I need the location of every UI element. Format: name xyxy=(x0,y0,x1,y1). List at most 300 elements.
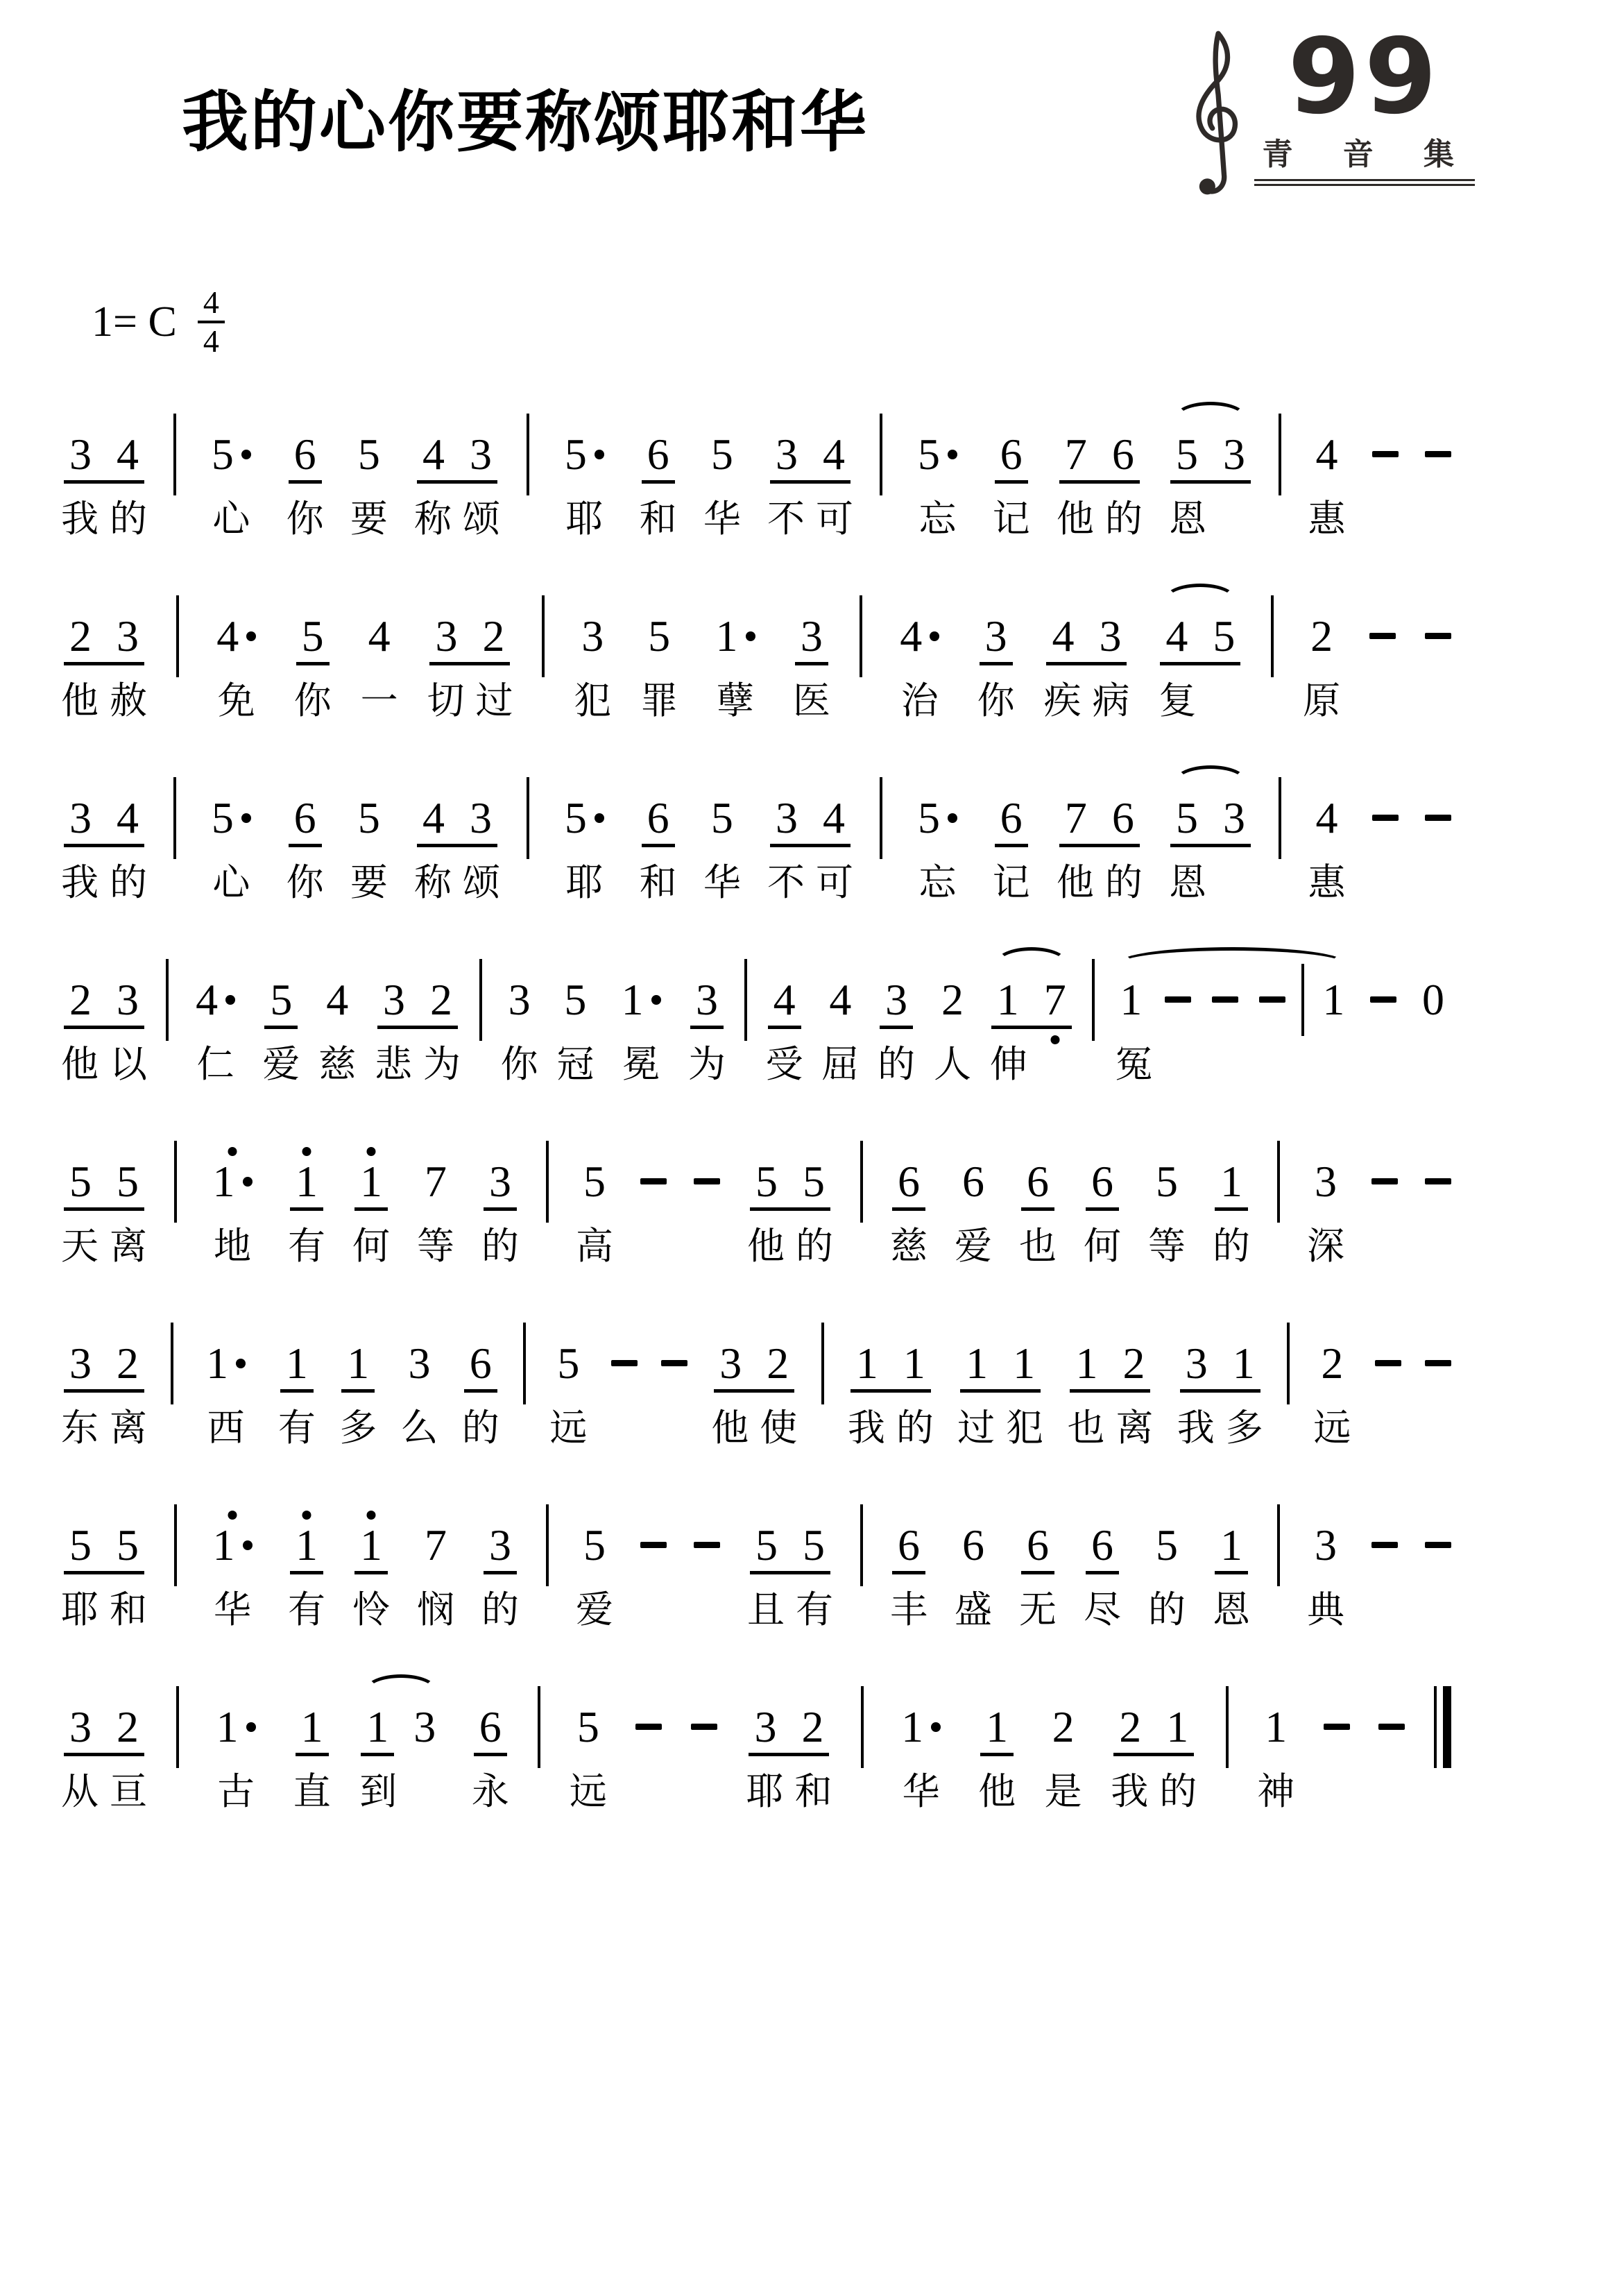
note-digit: 6 xyxy=(898,1520,920,1570)
note-group xyxy=(1308,1146,1344,1218)
note xyxy=(475,600,511,672)
note-digit: 5 xyxy=(755,1520,778,1570)
note xyxy=(769,782,805,854)
note xyxy=(891,600,948,672)
note-digit: 3 xyxy=(1099,611,1122,661)
note-digit: 5 xyxy=(583,1520,606,1570)
lyric-row xyxy=(640,679,678,725)
lyric-row xyxy=(61,1588,147,1634)
note-digit: 6 xyxy=(1091,1520,1113,1570)
note-digit: 5 xyxy=(1156,1520,1178,1570)
note-cell xyxy=(1257,1691,1294,1816)
note xyxy=(978,600,1014,672)
note xyxy=(287,782,323,854)
barline-cell xyxy=(171,1327,173,1404)
lyric-char: 的 xyxy=(1104,861,1143,903)
note-digit: 4 xyxy=(1315,429,1338,479)
note-group xyxy=(640,782,676,854)
note xyxy=(472,1691,508,1763)
note-digit: 4 xyxy=(117,429,139,479)
lyric-char: 他 xyxy=(1056,861,1094,903)
lyric-char: 有 xyxy=(288,1588,325,1631)
barline-cell xyxy=(173,782,176,859)
duration-dash-row xyxy=(640,1509,667,1581)
note xyxy=(641,600,677,672)
lyric-row xyxy=(350,861,388,907)
note xyxy=(1207,964,1243,1036)
note xyxy=(1112,1691,1148,1763)
note-digit: 3 xyxy=(581,611,604,661)
note-digit: 4 xyxy=(1052,611,1075,661)
note xyxy=(893,1691,950,1763)
note-digit: 4 xyxy=(117,792,139,842)
note-digit: 3 xyxy=(719,1338,742,1388)
note-cell xyxy=(955,1509,992,1634)
note-digit: 3 xyxy=(69,792,92,842)
note-cell xyxy=(1213,1509,1250,1634)
note-group xyxy=(1058,782,1141,854)
lyric-char: 治 xyxy=(900,679,939,722)
time-signature-denominator: 4 xyxy=(203,323,219,359)
note-group xyxy=(704,418,740,491)
note-digit: 2 xyxy=(482,611,505,661)
lyric-char: 丰 xyxy=(890,1588,928,1631)
lyric-char: 人 xyxy=(933,1043,971,1085)
duration-dash xyxy=(694,1542,720,1548)
note-group xyxy=(712,1327,796,1400)
note xyxy=(187,964,244,1036)
lyric-char: 的 xyxy=(1159,1770,1197,1812)
note-group xyxy=(574,600,610,672)
note-group xyxy=(550,1327,586,1400)
lyric-char: 耶 xyxy=(746,1770,784,1812)
note-digit: 1 xyxy=(296,1156,318,1206)
lyric-char: 他 xyxy=(978,1770,1016,1812)
note-cell xyxy=(1177,1327,1263,1452)
duration-dash-cell xyxy=(1425,1146,1451,1271)
note-cell xyxy=(375,964,461,1089)
note-digit: 3 xyxy=(382,974,405,1024)
note-cell xyxy=(1084,1509,1121,1634)
duration-dash xyxy=(1425,1178,1451,1184)
treble-clef-icon xyxy=(1188,29,1246,204)
lyric-row xyxy=(205,1588,260,1634)
duration-dash xyxy=(1165,996,1191,1003)
time-signature-numerator: 4 xyxy=(198,286,225,323)
note-group xyxy=(62,600,146,672)
barline xyxy=(174,1141,177,1223)
note-digit: 7 xyxy=(1064,792,1087,842)
lyric-char: 切 xyxy=(427,679,465,722)
note xyxy=(794,600,830,672)
note-cell xyxy=(890,1509,928,1634)
note-cell xyxy=(187,964,244,1089)
lyric-char: 远 xyxy=(1313,1407,1351,1449)
note-cell xyxy=(1159,600,1242,725)
note-digit: 5 xyxy=(576,1701,599,1751)
note-digit: 3 xyxy=(470,429,493,479)
note-cell xyxy=(993,418,1030,543)
lyric-char: 我 xyxy=(847,1407,885,1449)
duration-dash-row xyxy=(1378,1691,1405,1763)
note-digit: 3 xyxy=(489,1520,511,1570)
lyric-row xyxy=(375,1043,461,1089)
lyric-char: 华 xyxy=(703,498,741,540)
lyric-row xyxy=(278,1407,316,1452)
note-digit: 3 xyxy=(117,611,139,661)
lyric-char: 要 xyxy=(350,498,388,540)
note-digit: 6 xyxy=(1111,429,1134,479)
note-cell xyxy=(427,600,513,725)
lyric-char: 么 xyxy=(400,1407,438,1449)
lyric-char: 颂 xyxy=(463,861,501,903)
note xyxy=(576,1509,613,1581)
note-digit: 6 xyxy=(647,792,669,842)
note-cell xyxy=(1043,600,1129,725)
note xyxy=(289,1146,325,1218)
lyric-char: 罪 xyxy=(640,679,678,722)
note xyxy=(640,782,676,854)
note-cell xyxy=(1113,964,1351,1089)
lyric-char: 恩 xyxy=(1169,861,1207,903)
duration-dash xyxy=(1212,996,1238,1003)
lyric-char: 他 xyxy=(61,679,99,722)
note-group xyxy=(1112,1691,1195,1763)
note-cell xyxy=(287,418,324,543)
duration-dash-row xyxy=(1425,782,1451,854)
lyric-row xyxy=(208,1770,264,1816)
barline xyxy=(1271,595,1274,677)
note-digit: 3 xyxy=(1223,429,1246,479)
note-group xyxy=(463,1327,499,1400)
lyric-row xyxy=(1177,1407,1263,1452)
lyric-row xyxy=(955,1588,992,1634)
lyric-char: 的 xyxy=(878,1043,916,1085)
duration-dash xyxy=(1378,1724,1405,1730)
duration-dash xyxy=(691,1724,717,1730)
lyric-row xyxy=(766,1043,803,1089)
lyric-row xyxy=(909,861,965,907)
note-digit: 1 xyxy=(1013,1338,1036,1388)
augmentation-dot xyxy=(241,813,251,823)
note-group xyxy=(1149,1146,1185,1218)
music-line-1 xyxy=(61,418,1451,543)
duration-dash-cell xyxy=(1425,600,1451,725)
note xyxy=(1092,600,1128,672)
note-group xyxy=(207,1691,264,1763)
note-digit: 3 xyxy=(754,1701,777,1751)
note-group xyxy=(1308,418,1344,491)
barline-cell xyxy=(880,418,882,495)
lyric-row xyxy=(570,1770,607,1816)
lyric-char: 孽 xyxy=(717,679,755,722)
lyric-char: 一 xyxy=(360,679,398,722)
lyric-row xyxy=(703,861,741,907)
note xyxy=(351,782,387,854)
lyric-char: 冠 xyxy=(556,1043,595,1085)
logo-text-block xyxy=(1254,17,1475,186)
lyric-char: 为 xyxy=(422,1043,461,1085)
note-digit: 5 xyxy=(564,429,587,479)
note xyxy=(1105,782,1141,854)
note-group xyxy=(849,1327,932,1400)
note-digit: 4 xyxy=(422,429,445,479)
note-group xyxy=(351,418,387,491)
note-group xyxy=(361,600,398,672)
barline xyxy=(861,1686,864,1768)
note-group xyxy=(1045,600,1128,672)
duration-dash xyxy=(1375,1360,1401,1366)
note-digit: 1 xyxy=(901,1701,924,1751)
note-group xyxy=(704,782,740,854)
lyric-row xyxy=(1213,1588,1250,1634)
note-digit: 3 xyxy=(1223,792,1246,842)
note-group xyxy=(1308,1509,1344,1581)
lyric-row xyxy=(414,498,500,543)
logo-number: 99 xyxy=(1288,17,1442,137)
note-group xyxy=(376,964,459,1036)
note xyxy=(1304,600,1340,672)
note-cell xyxy=(934,964,971,1089)
note-group xyxy=(62,1691,146,1763)
lyric-row xyxy=(574,679,611,725)
note xyxy=(1206,600,1242,672)
lyric-row xyxy=(1084,1588,1121,1634)
note xyxy=(353,1509,389,1581)
note-digit: 4 xyxy=(326,974,349,1024)
note-cell xyxy=(204,1509,261,1634)
note xyxy=(878,964,914,1036)
note-cell xyxy=(1313,1327,1351,1452)
note-cell xyxy=(1019,1509,1057,1634)
barline-cell xyxy=(1287,1327,1290,1404)
note-group xyxy=(767,964,803,1036)
duration-dash-cell xyxy=(1425,418,1451,543)
note-cell xyxy=(688,964,726,1089)
note xyxy=(570,1691,606,1763)
note xyxy=(689,964,725,1036)
note xyxy=(1105,418,1141,491)
note xyxy=(1058,782,1094,854)
note-digit: 6 xyxy=(1027,1156,1049,1206)
note-digit: 1 xyxy=(1265,1701,1288,1751)
lyric-row xyxy=(793,679,830,725)
note xyxy=(1037,964,1073,1036)
lyric-char: 过 xyxy=(957,1407,995,1449)
publisher-logo xyxy=(1188,17,1475,204)
lyric-char: 何 xyxy=(1084,1225,1121,1267)
note xyxy=(62,1327,99,1400)
note xyxy=(428,600,464,672)
note-digit: 6 xyxy=(293,429,316,479)
lyric-char: 忘 xyxy=(918,498,957,540)
note-cell xyxy=(61,1327,147,1452)
note-cell xyxy=(640,600,678,725)
note-cell xyxy=(848,1327,934,1452)
lyric-row xyxy=(576,1225,613,1271)
note xyxy=(1308,1509,1344,1581)
note-digit: 6 xyxy=(1091,1156,1113,1206)
note-digit: 1 xyxy=(1220,1156,1242,1206)
lyric-row xyxy=(1169,861,1252,907)
note-digit: 1 xyxy=(296,1520,318,1570)
note xyxy=(407,1691,443,1763)
note-digit: 0 xyxy=(1421,974,1444,1024)
note-digit: 2 xyxy=(69,611,92,661)
note xyxy=(353,1146,389,1218)
note-cell xyxy=(287,782,324,907)
note-digit: 4 xyxy=(829,974,852,1024)
note-cell xyxy=(350,418,388,543)
note-digit: 5 xyxy=(69,1156,92,1206)
lyric-row xyxy=(462,1407,499,1452)
note-group xyxy=(428,600,511,672)
note-digit: 2 xyxy=(1119,1701,1142,1751)
lyric-char: 我 xyxy=(1177,1407,1215,1449)
note-group xyxy=(749,1146,832,1218)
duration-dash-row xyxy=(1425,1509,1451,1581)
note-group xyxy=(641,600,677,672)
note-digit: 1 xyxy=(1075,1338,1098,1388)
note-digit: 3 xyxy=(470,792,493,842)
note-digit: 5 xyxy=(557,1338,580,1388)
lyric-row xyxy=(955,1225,992,1271)
note-digit: 6 xyxy=(1111,792,1134,842)
lyric-row xyxy=(708,679,763,725)
note-cell xyxy=(359,1691,443,1816)
lyric-char: 和 xyxy=(794,1770,832,1812)
note-group xyxy=(353,1509,389,1581)
note-digit: 4 xyxy=(1165,611,1188,661)
note-cell xyxy=(1415,964,1451,1089)
note-group xyxy=(359,1691,443,1763)
note xyxy=(849,1327,885,1400)
lyric-char: 的 xyxy=(896,1407,934,1449)
duration-dash-cell xyxy=(1375,1327,1401,1452)
note-group xyxy=(934,964,971,1036)
note-digit: 2 xyxy=(69,974,92,1024)
lyric-char: 有 xyxy=(288,1225,325,1267)
lyric-char xyxy=(1416,1043,1451,1089)
note xyxy=(1159,1691,1195,1763)
lyric-char xyxy=(1038,1043,1073,1089)
lyric-char: 地 xyxy=(214,1225,251,1267)
note xyxy=(1254,964,1290,1036)
note-digit: 5 xyxy=(211,429,234,479)
duration-dash-row xyxy=(1425,1146,1451,1218)
note-cell xyxy=(703,782,741,907)
barline xyxy=(860,1504,863,1586)
note xyxy=(1116,1327,1152,1400)
note-group xyxy=(978,600,1014,672)
duration-dash xyxy=(1372,451,1399,457)
lyric-row xyxy=(1307,1588,1344,1634)
note-digit: 5 xyxy=(357,792,380,842)
duration-dash-row xyxy=(1371,1146,1398,1218)
note-digit: 1 xyxy=(1220,1520,1242,1570)
note xyxy=(993,782,1029,854)
lyric-row xyxy=(339,1407,377,1452)
lyric-char: 怜 xyxy=(352,1588,390,1631)
lyric-char: 心 xyxy=(212,861,250,903)
note-cell xyxy=(1057,418,1143,543)
lyric-row xyxy=(61,1043,147,1089)
note xyxy=(1113,964,1149,1036)
lyric-char: 犯 xyxy=(1006,1407,1044,1449)
note-group xyxy=(502,964,538,1036)
note-digit: 2 xyxy=(1122,1338,1145,1388)
augmentation-dot xyxy=(595,450,604,459)
lyric-char: 不 xyxy=(767,498,805,540)
barline-cell xyxy=(1279,418,1281,495)
lyric-row xyxy=(767,861,853,907)
note xyxy=(550,1327,586,1400)
octave-dot-high xyxy=(228,1147,237,1156)
lyric-row xyxy=(556,861,612,907)
lyric-char: 他 xyxy=(711,1407,749,1449)
lyric-char: 可 xyxy=(816,861,854,903)
duration-dash-cell xyxy=(640,1509,667,1634)
lyric-row xyxy=(205,1225,260,1271)
note-digit: 4 xyxy=(422,792,445,842)
note-digit: 6 xyxy=(293,792,316,842)
note-group xyxy=(959,1327,1042,1400)
note-digit: 7 xyxy=(1064,429,1087,479)
barline-cell xyxy=(860,1509,863,1586)
note-group xyxy=(1213,1509,1249,1581)
lyric-char: 古 xyxy=(217,1770,255,1812)
note-cell xyxy=(207,1691,264,1816)
duration-dash-row xyxy=(691,1691,717,1763)
note xyxy=(1058,418,1094,491)
lyric-char: 到 xyxy=(359,1770,398,1812)
note xyxy=(1159,600,1195,672)
duration-dash-row xyxy=(1371,1509,1398,1581)
duration-dash-cell xyxy=(1372,418,1399,543)
note-group xyxy=(472,1691,508,1763)
note xyxy=(1216,782,1252,854)
page-header xyxy=(0,0,1624,204)
lyric-char: 耶 xyxy=(565,498,604,540)
note-cell xyxy=(1308,418,1345,543)
lyric-char xyxy=(1255,1043,1290,1089)
lyric-char: 何 xyxy=(352,1225,390,1267)
note xyxy=(796,1146,832,1218)
note xyxy=(822,964,858,1036)
note-cell xyxy=(352,1146,390,1271)
music-line-8 xyxy=(61,1691,1451,1816)
key-signature xyxy=(92,286,1624,359)
lyric-row xyxy=(1257,1770,1294,1816)
lyric-row xyxy=(747,1588,833,1634)
note-digit: 5 xyxy=(917,792,940,842)
lyric-row xyxy=(359,1770,443,1816)
note xyxy=(557,964,593,1036)
note-group xyxy=(1415,964,1451,1036)
note-digit: 5 xyxy=(564,974,587,1024)
lyric-char: 永 xyxy=(471,1770,509,1812)
note xyxy=(351,418,387,491)
note-digit: 3 xyxy=(800,611,823,661)
note xyxy=(891,1146,927,1218)
barline xyxy=(546,1141,549,1223)
note-digit: 5 xyxy=(69,1520,92,1570)
note-digit: 3 xyxy=(984,611,1007,661)
note-cell xyxy=(198,1327,255,1452)
note-group xyxy=(1179,1327,1262,1400)
note-cell xyxy=(203,782,259,907)
lyric-char: 为 xyxy=(687,1043,726,1085)
